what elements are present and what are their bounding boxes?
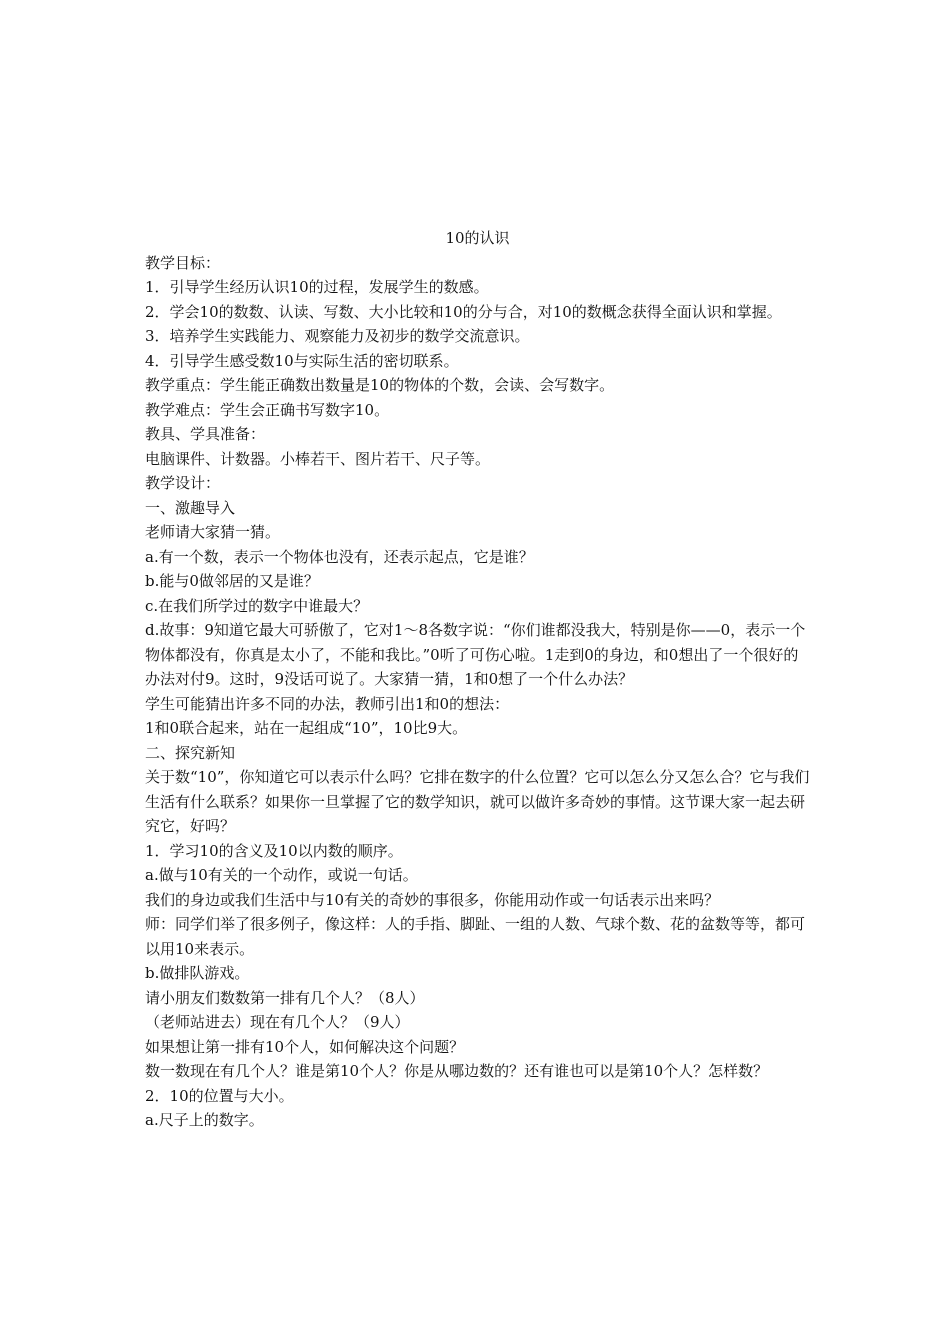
section-heading: 一、激趣导入 — [145, 498, 236, 517]
text-line: 我们的身边或我们生活中与10有关的奇妙的事很多，你能用动作或一句话表示出来吗？ — [145, 890, 720, 909]
text-line: 如果想让第一排有10个人，如何解决这个问题？ — [145, 1037, 465, 1056]
text-line: 2．学会10的数数、认读、写数、大小比较和10的分与合，对10的数概念获得全面认识和掌握。 — [145, 302, 782, 321]
document-page — [145, 226, 810, 1133]
text-line: 教学目标： — [145, 253, 221, 272]
text-line: c.在我们所学过的数字中谁最大？ — [145, 596, 369, 615]
text-line: 1．引导学生经历认识10的过程，发展学生的数感。 — [145, 278, 489, 296]
text-line: a.有一个数，表示一个物体也没有，还表示起点，它是谁？ — [145, 547, 534, 566]
document-title: 10的认识 — [445, 229, 510, 247]
text-line: 3．培养学生实践能力、观察能力及初步的数学交流意识。 — [145, 327, 530, 345]
text-line: 请小朋友们数数第一排有几个人？（8人） — [145, 988, 425, 1007]
text-line: 教学设计： — [145, 474, 221, 492]
text-line: 1和0联合起来，站在一起组成“10”，10比9大。 — [145, 719, 468, 737]
story-paragraph: d.故事：9知道它最大可骄傲了，它对1～8各数字说：“你们谁都没我大，特别是你——0，表示一个物体都没有，你真是太小了，不能和我比。”0听了可伤心啦。1走到0的身边，和0想出了一个很好的办法对付9。这时，9没话可说了。大家猜一猜，1和0想了一个什么办法？ — [145, 621, 806, 688]
text-line: 电脑课件、计数器。小棒若干、图片若干、尺子等。 — [145, 449, 491, 468]
text-line: 师：同学们举了很多例子，像这样：人的手指、脚趾、一组的人数、气球个数、花的盆数等等，都可以用10来表示。 — [145, 915, 806, 958]
text-line: b.能与0做邻居的又是谁？ — [145, 572, 319, 590]
text-line: 4．引导学生感受数10与实际生活的密切联系。 — [145, 351, 459, 370]
text-line: 学生可能猜出许多不同的办法，教师引出1和0的想法： — [145, 694, 510, 713]
text-line: a.做与10有关的一个动作，或说一句话。 — [145, 866, 418, 884]
section-heading: 二、探究新知 — [145, 743, 236, 762]
text-line: a.尺子上的数字。 — [145, 1111, 264, 1129]
text-line: 数一数现在有几个人？谁是第10个人？你是从哪边数的？还有谁也可以是第10个人？怎样数？ — [145, 1062, 769, 1080]
text-line: 2．10的位置与大小。 — [145, 1086, 294, 1105]
text-line: 教具、学具准备： — [145, 425, 266, 443]
intro-paragraph: 关于数“10”，你知道它可以表示什么吗？它排在数字的什么位置？它可以怎么分又怎么合？它与我们生活有什么联系？如果你一旦掌握了它的数学知识，就可以做许多奇妙的事情。这节课大家一起去研究它，好吗？ — [145, 768, 810, 835]
text-line: 老师请大家猜一猜。 — [145, 523, 281, 541]
text-line: 1．学习10的含义及10以内数的顺序。 — [145, 841, 403, 860]
text-line: 教学重点：学生能正确数出数量是10的物体的个数，会读、会写数字。 — [145, 376, 615, 394]
text-line: （老师站进去）现在有几个人？（9人） — [145, 1013, 410, 1031]
text-line: b.做排队游戏。 — [145, 964, 250, 982]
text-line: 教学难点：学生会正确书写数字10。 — [145, 400, 390, 419]
